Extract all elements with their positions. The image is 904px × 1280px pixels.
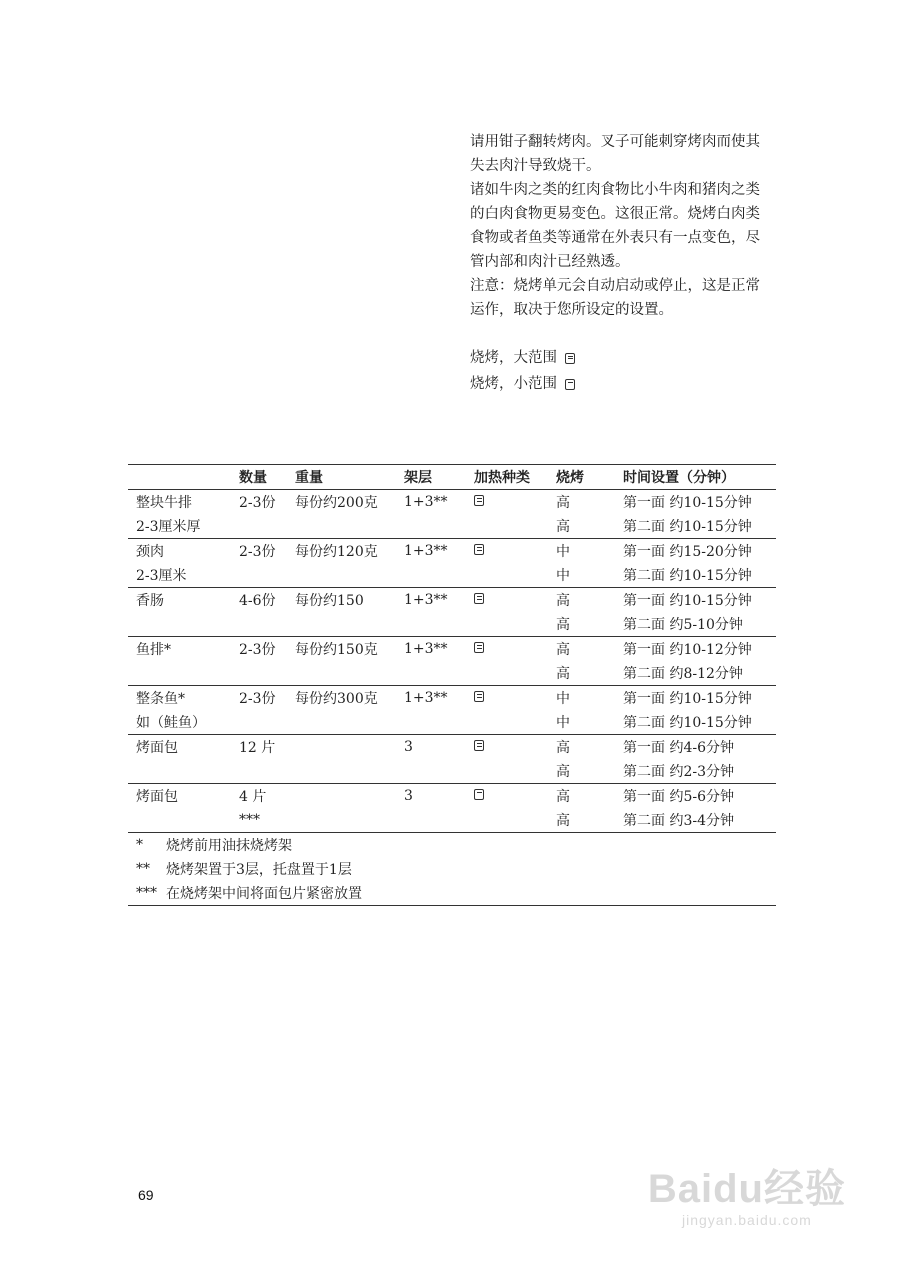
table-cell: 高 — [556, 813, 570, 829]
grill-modes — [470, 345, 575, 397]
table-cell: 高 — [556, 593, 570, 609]
table-cell: 高 — [556, 666, 570, 682]
heating-type-cell — [466, 739, 548, 755]
table-row-line — [128, 563, 776, 587]
table-cell: 第二面 约3-4分钟 — [623, 813, 734, 829]
header-cell: 架层 — [404, 470, 432, 486]
table-cell: 中 — [556, 691, 570, 707]
table-cell: 中 — [556, 715, 570, 731]
heating-type-cell — [466, 592, 548, 608]
watermark-url: jingyan.baidu.com — [682, 1212, 812, 1228]
table-cell: 每份约120克 — [295, 544, 378, 560]
footnote-text: 烧烤架置于3层，托盘置于1层 — [166, 862, 352, 878]
grill-small-icon — [474, 789, 484, 800]
table-row-line — [128, 686, 776, 710]
table-cell: 3 — [404, 788, 413, 804]
footnote-mark: * — [136, 837, 143, 853]
table-cell: 鱼排* — [136, 642, 171, 658]
table-cell: *** — [239, 812, 260, 828]
grill-wide-icon — [474, 740, 484, 751]
grill-wide-icon — [474, 544, 484, 555]
table-row-line — [128, 735, 776, 759]
footnote — [128, 833, 776, 857]
table-row — [128, 539, 776, 588]
table-cell: 高 — [556, 519, 570, 535]
intro-paragraph: 注意：烧烤单元会自动启动或停止，这是正常运作，取决于您所设定的设置。 — [470, 278, 760, 318]
heating-type-cell — [466, 690, 548, 706]
footnote-text: 在烧烤架中间将面包片紧密放置 — [166, 886, 362, 902]
intro-paragraph: 诸如牛肉之类的红肉食物比小牛肉和猪肉之类的白肉食物更易变色。这很正常。烧烤白肉类食物或者鱼类等通常在外表只有一点变色，尽管内部和肉汁已经熟透。 — [470, 182, 760, 270]
table-cell: 每份约150 — [295, 593, 364, 609]
header-cell: 时间设置（分钟） — [623, 470, 735, 486]
table-cell: 香肠 — [136, 593, 164, 609]
mode-label: 烧烤，小范围 — [470, 376, 557, 392]
table-cell: 第一面 约10-15分钟 — [623, 593, 752, 609]
heating-type-cell — [466, 494, 548, 510]
mode-label: 烧烤，大范围 — [470, 350, 557, 366]
table-cell: 高 — [556, 642, 570, 658]
table-cell: 第二面 约10-15分钟 — [623, 715, 752, 731]
table-cell: 1+3** — [404, 592, 448, 608]
mode-grill-small — [470, 371, 575, 397]
footnote-text: 烧烤前用油抹烧烤架 — [166, 838, 292, 854]
table-cell: 每份约150克 — [295, 642, 378, 658]
table-cell: 1+3** — [404, 494, 448, 510]
table-body — [128, 490, 776, 833]
table-cell: 烤面包 — [136, 740, 178, 756]
table-cell: 如（鲑鱼） — [136, 715, 206, 731]
table-row-line — [128, 588, 776, 612]
table-row — [128, 588, 776, 637]
header-cell: 数量 — [239, 470, 267, 486]
table-cell: 12 片 — [239, 740, 276, 756]
table-row — [128, 784, 776, 833]
table-row-line — [128, 637, 776, 661]
table-cell: 2-3份 — [239, 691, 276, 707]
watermark — [648, 1157, 846, 1228]
table-cell: 每份约300克 — [295, 691, 378, 707]
table-cell: 整块牛排 — [136, 495, 192, 511]
table-row-line — [128, 710, 776, 734]
footnote-mark: *** — [136, 885, 157, 901]
table-footnotes — [128, 833, 776, 905]
table-row-line — [128, 490, 776, 514]
mode-grill-wide — [470, 345, 575, 371]
table-cell: 2-3份 — [239, 544, 276, 560]
table-cell: 4 片 — [239, 789, 267, 805]
table-row-line — [128, 661, 776, 685]
table-row-line — [128, 784, 776, 808]
table-cell: 2-3厘米 — [136, 568, 187, 584]
table-row-line — [128, 514, 776, 538]
table-cell: 2-3份 — [239, 495, 276, 511]
table-cell: 高 — [556, 764, 570, 780]
grill-table — [128, 464, 776, 906]
table-cell: 第一面 约10-15分钟 — [623, 495, 752, 511]
table-header — [128, 465, 776, 490]
table-row — [128, 637, 776, 686]
table-row-line — [128, 612, 776, 636]
table-cell: 第二面 约2-3分钟 — [623, 764, 734, 780]
intro-text — [470, 130, 770, 322]
table-cell: 第二面 约5-10分钟 — [623, 617, 743, 633]
heating-type-cell — [466, 641, 548, 657]
table-cell: 2-3厘米厚 — [136, 519, 201, 535]
heating-type-cell — [466, 543, 548, 559]
watermark-logo: Baidu经验 — [647, 1167, 846, 1211]
table-cell: 1+3** — [404, 690, 448, 706]
table-cell: 第一面 约10-12分钟 — [623, 642, 752, 658]
intro-paragraph: 请用钳子翻转烤肉。叉子可能刺穿烤肉而使其失去肉汁导致烧干。 — [470, 134, 760, 174]
table-cell: 第一面 约4-6分钟 — [623, 740, 734, 756]
table-cell: 第二面 约10-15分钟 — [623, 519, 752, 535]
table-row-line — [128, 808, 776, 832]
grill-wide-icon — [474, 495, 484, 506]
grill-wide-icon — [474, 691, 484, 702]
header-cell: 重量 — [295, 470, 323, 486]
grill-wide-icon — [474, 642, 484, 653]
table-cell: 4-6份 — [239, 593, 276, 609]
table-row — [128, 686, 776, 735]
table-cell: 高 — [556, 617, 570, 633]
table-cell: 每份约200克 — [295, 495, 378, 511]
table-cell: 整条鱼* — [136, 691, 185, 707]
table-cell: 第一面 约15-20分钟 — [623, 544, 752, 560]
grill-wide-icon — [474, 593, 484, 604]
table-cell: 第二面 约8-12分钟 — [623, 666, 743, 682]
heating-type-cell — [466, 788, 548, 804]
header-cell: 加热种类 — [474, 470, 530, 486]
table-cell: 第一面 约10-15分钟 — [623, 691, 752, 707]
table-cell: 烤面包 — [136, 789, 178, 805]
page-number: 69 — [138, 1187, 154, 1203]
table-cell: 颈肉 — [136, 544, 164, 560]
footnote — [128, 857, 776, 881]
table-cell: 第二面 约10-15分钟 — [623, 568, 752, 584]
table-cell: 中 — [556, 568, 570, 584]
header-cell: 烧烤 — [556, 470, 584, 486]
table-cell: 高 — [556, 789, 570, 805]
table-cell: 3 — [404, 739, 413, 755]
table-cell: 1+3** — [404, 543, 448, 559]
table-cell: 高 — [556, 495, 570, 511]
grill-wide-icon — [565, 353, 575, 364]
table-cell: 第一面 约5-6分钟 — [623, 789, 734, 805]
table-row-line — [128, 759, 776, 783]
footnote-mark: ** — [136, 861, 150, 877]
table-row-line — [128, 539, 776, 563]
table-row — [128, 735, 776, 784]
grill-small-icon — [565, 379, 575, 390]
table-row — [128, 490, 776, 539]
table-cell: 高 — [556, 740, 570, 756]
table-cell: 1+3** — [404, 641, 448, 657]
footnote — [128, 881, 776, 905]
table-cell: 2-3份 — [239, 642, 276, 658]
table-cell: 中 — [556, 544, 570, 560]
